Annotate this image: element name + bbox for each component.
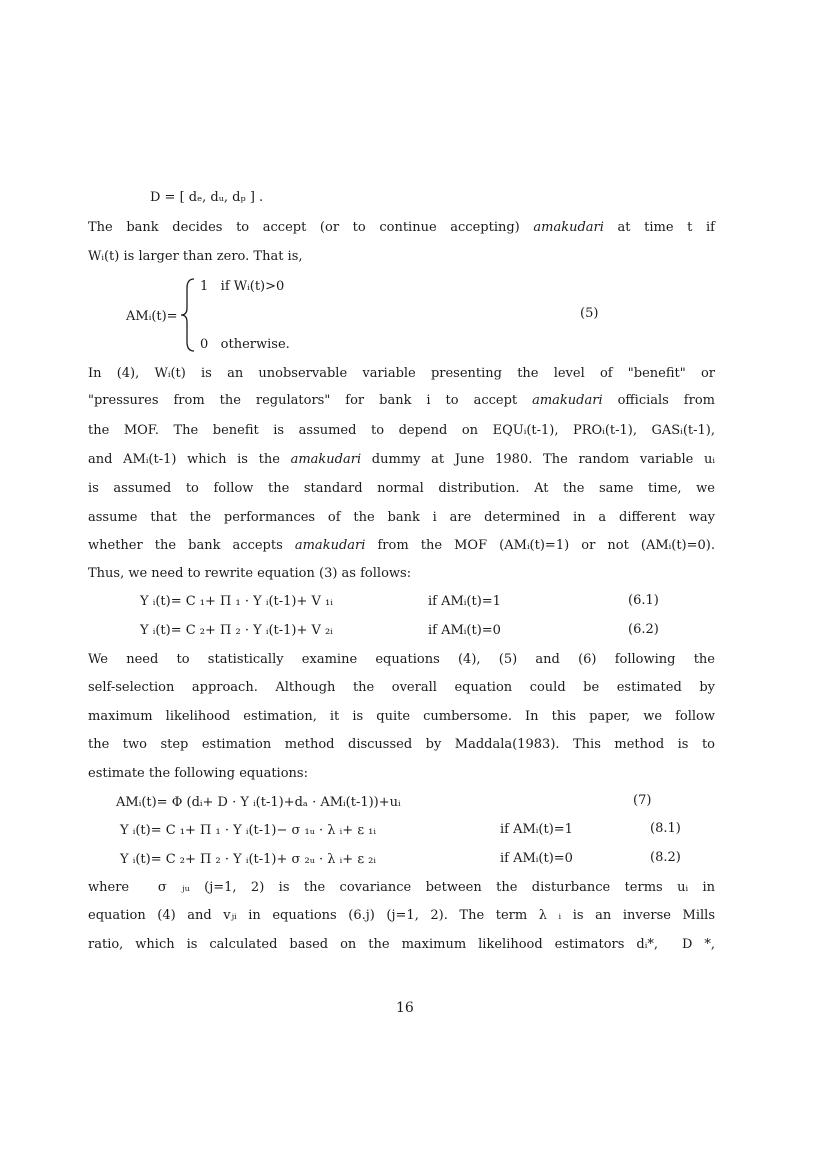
- paragraph-line: the MOF. The benefit is assumed to depend on EQUᵢ(t-1), PROᵢ(t-1), GASᵢ(t-1),: [88, 423, 715, 438]
- text-run: and AMᵢ(t-1) which is the: [88, 452, 291, 467]
- equation-D-definition: D = [ dₑ, dᵤ, dₚ ] .: [150, 190, 264, 205]
- paragraph-line: estimate the following equations:: [88, 766, 308, 781]
- text-run: "pressures from the regulators" for bank i to accept: [88, 393, 533, 408]
- paragraph-line: [88, 452, 715, 468]
- equation-5-case-1: 1 if Wᵢ(t)>0: [200, 279, 285, 294]
- equation-7: AMᵢ(t)= Φ (dᵢ+ D · Y ᵢ(t-1)+dₐ · AMᵢ(t-1))+uᵢ: [116, 795, 401, 810]
- paragraph-line: Wᵢ(t) is larger than zero. That is,: [88, 249, 303, 264]
- italic-term: amakudari: [533, 220, 604, 235]
- text-run: at time t if: [603, 220, 715, 235]
- equation-number: (6.2): [628, 622, 659, 637]
- equation-5-case-2: 0 otherwise.: [200, 337, 290, 352]
- text-run: from the MOF (AMᵢ(t)=1) or not (AMᵢ(t)=0).: [365, 538, 715, 553]
- italic-term: amakudari: [294, 538, 366, 553]
- paragraph-line: ratio, which is calculated based on the maximum likelihood estimators dᵢ*, D *,: [88, 937, 715, 952]
- text-run: dummy at June 1980. The random variable uᵢ: [361, 452, 715, 467]
- equation-8-1: Y ᵢ(t)= C ₁+ Π ₁ · Y ᵢ(t-1)− σ ₁ᵤ · λ ᵢ+ ε ₁ᵢ: [120, 823, 377, 838]
- paragraph-line: self-selection approach. Although the overall equation could be estimated by: [88, 680, 715, 695]
- page-number: 16: [396, 1000, 414, 1016]
- italic-term: amakudari: [532, 393, 603, 408]
- equation-condition: if AMᵢ(t)=1: [500, 822, 573, 837]
- equation-condition: if AMᵢ(t)=1: [428, 594, 501, 609]
- equation-number: (8.2): [650, 850, 681, 865]
- paragraph-line: [88, 220, 715, 236]
- equation-number: (5): [580, 306, 599, 321]
- italic-term: amakudari: [290, 452, 362, 467]
- paragraph-line: Thus, we need to rewrite equation (3) as follows:: [88, 566, 412, 581]
- paragraph-line: [88, 393, 715, 409]
- paragraph-line: equation (4) and vⱼᵢ in equations (6.j) (j=1, 2). The term λ ᵢ is an inverse Mills: [88, 908, 715, 923]
- equation-5-lhs: AMᵢ(t)=: [126, 309, 178, 324]
- paragraph-line: In (4), Wᵢ(t) is an unobservable variable presenting the level of "benefit" or: [88, 366, 715, 381]
- equation-condition: if AMᵢ(t)=0: [428, 623, 501, 638]
- paragraph-line: We need to statistically examine equations (4), (5) and (6) following the: [88, 652, 715, 667]
- paragraph-line: [88, 538, 715, 554]
- equation-number: (6.1): [628, 593, 659, 608]
- paragraph-line: assume that the performances of the bank i are determined in a different way: [88, 510, 715, 525]
- paragraph-line: the two step estimation method discussed by Maddala(1983). This method is to: [88, 737, 715, 752]
- equation-6-1: Y ᵢ(t)= C ₁+ Π ₁ · Y ᵢ(t-1)+ V ₁ᵢ: [140, 594, 333, 609]
- equation-number: (7): [633, 793, 652, 808]
- text-run: officials from: [602, 393, 715, 408]
- paragraph-line: maximum likelihood estimation, it is quite cumbersome. In this paper, we follow: [88, 709, 715, 724]
- paragraph-line: where σ ⱼᵤ (j=1, 2) is the covariance between the disturbance terms uᵢ in: [88, 880, 715, 895]
- left-brace-icon: [180, 278, 198, 352]
- paragraph-line: is assumed to follow the standard normal distribution. At the same time, we: [88, 481, 715, 496]
- equation-number: (8.1): [650, 821, 681, 836]
- equation-8-2: Y ᵢ(t)= C ₂+ Π ₂ · Y ᵢ(t-1)+ σ ₂ᵤ · λ ᵢ+ ε ₂ᵢ: [120, 852, 377, 867]
- text-run: whether the bank accepts: [88, 538, 295, 553]
- equation-condition: if AMᵢ(t)=0: [500, 851, 573, 866]
- equation-6-2: Y ᵢ(t)= C ₂+ Π ₂ · Y ᵢ(t-1)+ V ₂ᵢ: [140, 623, 333, 638]
- text-run: The bank decides to accept (or to continue accepting): [88, 220, 534, 235]
